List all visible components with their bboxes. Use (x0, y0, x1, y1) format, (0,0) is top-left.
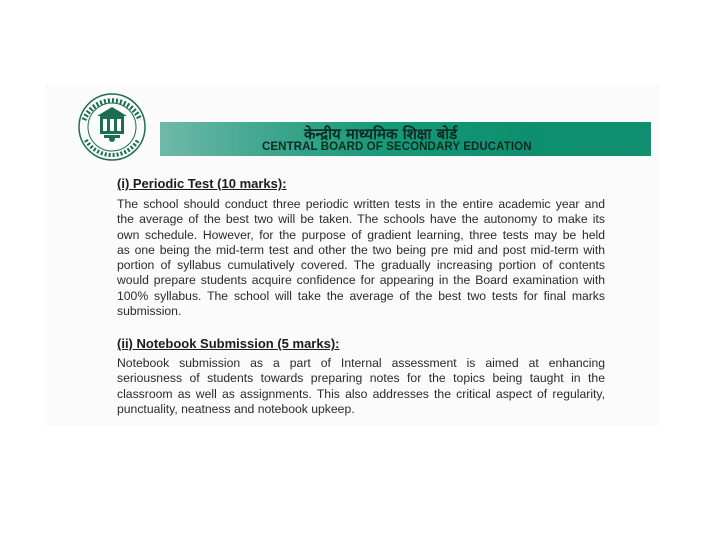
paragraph-line: portion of syllabus cumulatively covered. The gradually increasing portion of contents (117, 258, 605, 273)
paragraph-line: submission. (117, 304, 182, 319)
paragraph-line: the average of the best two will be taken. The schools have the autonomy to make its (117, 212, 605, 227)
paragraph-line: as one being the mid-term test and other the two being pre mid and post mid-term with (117, 242, 605, 257)
paragraph-periodic-test (117, 197, 605, 319)
paragraph-line: 100% syllabus. The school will take the average of the best two tests for final marks (117, 288, 605, 303)
paragraph-line: would prepare students acquire confidence for appearing in the Board examination with (117, 273, 605, 288)
paragraph-line: own schedule. However, for the purpose of gradient learning, three tests may be held (117, 227, 605, 242)
section-heading-periodic-test: (i) Periodic Test (10 marks): (117, 176, 287, 191)
paragraph-line: classroom as well as assignments. This also addresses the critical aspect of regularity, (117, 386, 605, 401)
paragraph-line: The school should conduct three periodic written tests in the entire academic year and (117, 197, 605, 211)
paragraph-line: seriousness of students towards preparing notes for the topics being taught in the (117, 371, 605, 386)
paragraph-notebook-submission (117, 356, 605, 417)
board-name-hindi: केन्द्रीय माध्यमिक शिक्षा बोर्ड (304, 125, 458, 143)
cbse-logo-icon (64, 90, 162, 164)
board-name-english: CENTRAL BOARD OF SECONDARY EDUCATION (262, 141, 532, 153)
section-heading-notebook-submission: (ii) Notebook Submission (5 marks): (117, 336, 340, 351)
paragraph-line: punctuality, neatness and notebook upkeep. (117, 401, 355, 416)
paragraph-line: Notebook submission as a part of Internal assessment is aimed at enhancing (117, 356, 605, 370)
